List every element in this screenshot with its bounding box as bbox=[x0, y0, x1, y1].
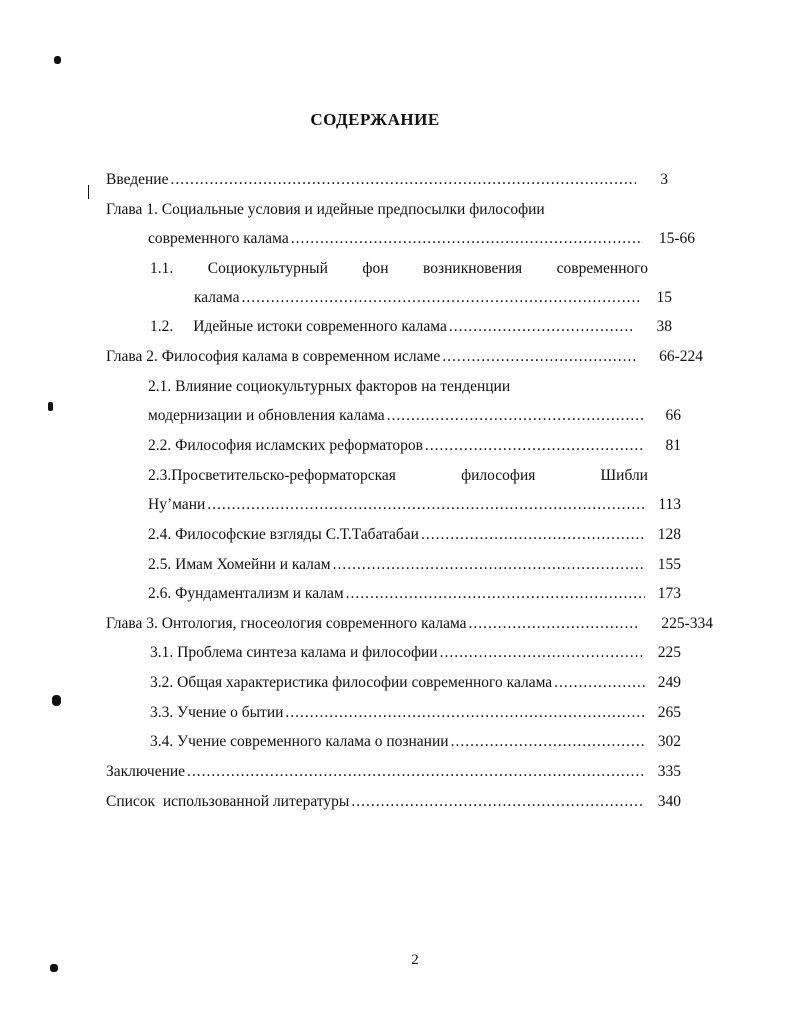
toc-entry-section-1-1-line1 bbox=[150, 259, 648, 279]
toc-entry-chapter3 bbox=[106, 614, 713, 634]
toc-entry-text: Ну’мани bbox=[148, 496, 206, 513]
dot-leader bbox=[442, 347, 635, 367]
toc-entry-text: 2.4. Философские взгляды С.Т.Табатабаи bbox=[148, 526, 419, 543]
toc-page-number: 225 bbox=[657, 644, 681, 661]
scan-speck bbox=[54, 56, 61, 64]
dot-leader bbox=[449, 317, 634, 337]
toc-entry-text: модернизации и обновления калама bbox=[148, 407, 385, 424]
toc-page-number: 66-224 bbox=[659, 348, 703, 365]
toc-entry-intro bbox=[106, 170, 668, 190]
toc-word: 2.3.Просветительско-реформаторская bbox=[148, 467, 396, 484]
toc-entry-text: современного калама bbox=[148, 230, 289, 247]
toc-entry-text: 2.5. Имам Хомейни и калам bbox=[148, 556, 331, 573]
toc-page-number: 265 bbox=[657, 704, 681, 721]
dot-leader bbox=[440, 643, 645, 663]
toc-entry-text: Идейные истоки современного калама bbox=[193, 318, 447, 335]
dot-leader bbox=[421, 525, 645, 545]
dot-leader bbox=[451, 732, 645, 752]
toc-page-number: 3 bbox=[660, 171, 668, 188]
scan-speck bbox=[48, 402, 53, 411]
toc-page-number: 302 bbox=[657, 733, 681, 750]
toc-entry-section-1-2 bbox=[150, 317, 672, 337]
toc-entry-text: Глава 3. Онтология, гносеология современного калама bbox=[106, 615, 467, 632]
toc-entry-text bbox=[148, 466, 648, 486]
toc-entry-section-2-1-line2 bbox=[148, 406, 681, 426]
toc-page-number: 15 bbox=[656, 289, 672, 306]
toc-page-number: 173 bbox=[657, 585, 681, 602]
toc-entry-bibliography bbox=[106, 792, 681, 812]
toc-page-number: 113 bbox=[658, 496, 681, 513]
toc-entry-section-3-1 bbox=[150, 643, 681, 663]
dot-leader bbox=[291, 229, 643, 249]
dot-leader bbox=[242, 288, 642, 308]
toc-title: СОДЕРЖАНИЕ bbox=[310, 110, 440, 129]
dot-leader bbox=[469, 614, 637, 634]
toc-word: Шибли bbox=[600, 467, 648, 484]
scan-speck bbox=[88, 185, 89, 199]
toc-entry-section-2-6 bbox=[148, 584, 681, 604]
toc-page-number: 38 bbox=[656, 318, 672, 335]
scan-speck bbox=[52, 695, 61, 706]
toc-page-number: 155 bbox=[657, 556, 681, 573]
toc-page-number: 249 bbox=[657, 674, 681, 691]
toc-page-number: 81 bbox=[665, 437, 681, 454]
toc-entry-text: Глава 1. Социальные условия и идейные предпосылки философии bbox=[106, 201, 545, 218]
toc-entry-text: 3.3. Учение о бытии bbox=[150, 704, 284, 721]
dot-leader bbox=[351, 792, 645, 812]
toc-entry-text: калама bbox=[194, 289, 240, 306]
toc-word: Социокультурный bbox=[207, 260, 328, 277]
dot-leader bbox=[387, 406, 645, 426]
toc-entry-conclusion bbox=[106, 762, 681, 782]
dot-leader bbox=[554, 673, 645, 693]
toc-entry-section-2-3-line2 bbox=[148, 495, 681, 515]
toc-entry-section-2-2 bbox=[148, 436, 681, 456]
toc-entry-section-2-4 bbox=[148, 525, 681, 545]
toc-page-number: 225-334 bbox=[661, 615, 713, 632]
toc-entry-text: Заключение bbox=[106, 763, 186, 780]
toc-entry-section-3-2 bbox=[150, 673, 681, 693]
dot-leader bbox=[187, 762, 645, 782]
toc-word: современного bbox=[556, 260, 648, 277]
toc-entry-number: 1.2. bbox=[150, 318, 174, 335]
toc-entry-chapter1-line2 bbox=[148, 229, 695, 249]
toc-entry-text: 2.2. Философия исламских реформаторов bbox=[148, 437, 423, 454]
toc-word: 1.1. bbox=[150, 260, 174, 277]
toc-entry-text: Введение bbox=[106, 171, 169, 188]
page-number: 2 bbox=[411, 952, 419, 968]
toc-entry-text: 3.4. Учение современного калама о познании bbox=[150, 733, 449, 750]
toc-entry-text: Список использованной литературы bbox=[106, 793, 350, 810]
toc-entry-text: Глава 2. Философия калама в современном исламе bbox=[106, 348, 441, 365]
dot-leader bbox=[346, 584, 645, 604]
dot-leader bbox=[285, 703, 645, 723]
toc-entry-text: 2.6. Фундаментализм и калам bbox=[148, 585, 344, 602]
toc-entry-chapter1-line1 bbox=[106, 200, 545, 220]
toc-entry-section-1-1-line2 bbox=[194, 288, 672, 308]
toc-entry-section-3-3 bbox=[150, 703, 681, 723]
toc-word: возникновения bbox=[423, 260, 523, 277]
toc-word: фон bbox=[362, 260, 389, 277]
toc-entry-section-2-3-line1 bbox=[148, 466, 648, 486]
toc-word: философия bbox=[461, 467, 536, 484]
toc-entry-chapter2 bbox=[106, 347, 703, 367]
dot-leader bbox=[207, 495, 645, 515]
toc-entry-text: 3.2. Общая характеристика философии современного калама bbox=[150, 674, 553, 691]
toc-entry-text bbox=[150, 259, 648, 279]
toc-entry-text: 3.1. Проблема синтеза калама и философии bbox=[150, 644, 438, 661]
toc-entry-section-2-5 bbox=[148, 555, 681, 575]
toc-entry-text: 2.1. Влияние социокультурных факторов на тенденции bbox=[148, 378, 511, 395]
dot-leader bbox=[333, 555, 645, 575]
toc-page-number: 335 bbox=[657, 763, 681, 780]
toc-entry-section-2-1-line1 bbox=[148, 377, 510, 397]
toc-page-number: 15-66 bbox=[658, 230, 695, 247]
dot-leader bbox=[425, 436, 645, 456]
dot-leader bbox=[170, 170, 636, 190]
toc-page-number: 340 bbox=[657, 793, 681, 810]
toc-page-number: 128 bbox=[657, 526, 681, 543]
toc-entry-section-3-4 bbox=[150, 732, 681, 752]
toc-page-number: 66 bbox=[665, 407, 681, 424]
